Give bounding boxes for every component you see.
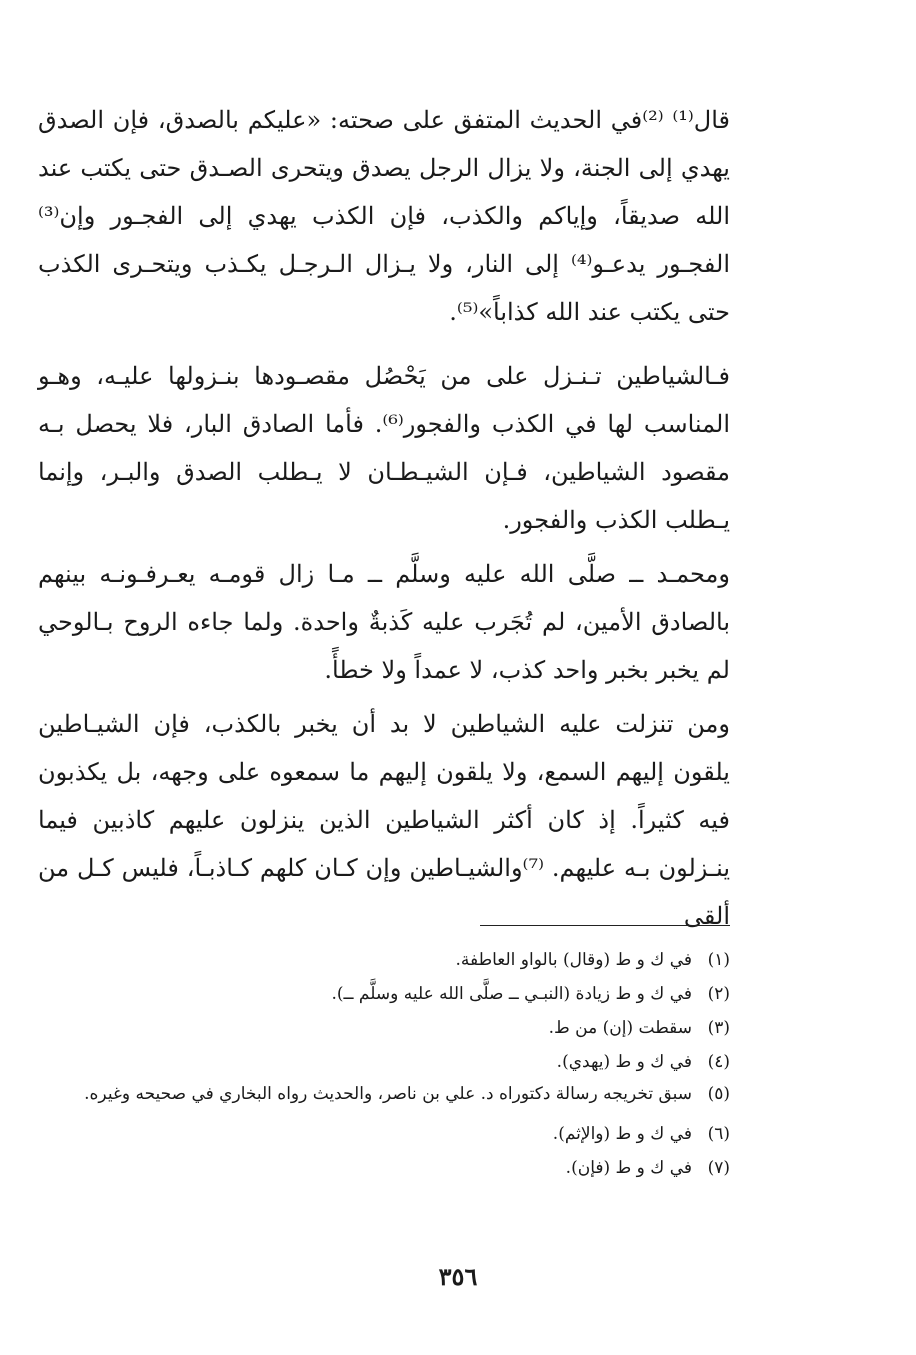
- footnote-1: [40, 943, 730, 977]
- footnote-7: [40, 1151, 730, 1185]
- page-number: ٣٥٦: [438, 1262, 478, 1291]
- footnote-text: سقطت (إن) من ط.: [548, 1018, 692, 1038]
- footnote-text: في ك و ط (فإن).: [565, 1158, 692, 1178]
- footnote-divider: [480, 925, 730, 926]
- footnote-number: (١): [707, 950, 730, 970]
- footnote-2: [40, 977, 730, 1011]
- paragraph-3: ومحمـد ــ صلَّى الله عليه وسلَّم ــ مـا زال قومـه يعـرفـونـه بينهم بالصادق الأمين، لم تُجَرب عليه كَذبةٌ واحدة. ولما جاءه الروح بـالوحي لم يخبر بخبر واحد كذب، لا عمداً ولا خطأً.: [38, 560, 730, 684]
- footnote-number: (٥): [707, 1084, 730, 1104]
- footnote-number: (٧): [707, 1158, 730, 1178]
- footnote-text: في ك و ط (وقال) بالواو العاطفة.: [455, 950, 692, 970]
- footnote-number: (٤): [707, 1052, 730, 1072]
- footnote-number: (٢): [707, 984, 730, 1004]
- paragraph-4: ومن تنزلت عليه الشياطين لا بد أن يخبر بالكذب، فإن الشيـاطين يلقون إليهم السمع، ولا يلقون إليهم ما سمعوه على وجهه، بل يكذبون فيه كثيراً. إذ كان أكثر الشياطين الذين ينزلون عليهم كاذبين فيما ينـزلون بـه عليهم. ⁽⁷⁾والشيـاطين وإن كـان كلهم كـاذبـاً، فليس كـل من ألقى: [38, 710, 731, 930]
- paragraph-1: قال⁽¹⁾ ⁽²⁾في الحديث المتفق على صحته: «عليكم بالصدق، فإن الصدق يهدي إلى الجنة، ولا يزال الرجل يصدق ويتحرى الصـدق حتى يكتب عند الله صديقاً، وإياكم والكذب، فإن الكذب يهدي إلى الفجـور وإن⁽³⁾ الفجـور يدعـو⁽⁴⁾ إلى النار، ولا يـزال الـرجـل يكـذب ويتحـرى الكذب حتى يكتب عند الله كذاباً»⁽⁵⁾.: [38, 106, 730, 326]
- footnote-text: في ك و ط زيادة (النبـي ــ صلَّى الله عليه وسلَّم ــ).: [331, 984, 692, 1004]
- footnote-5: [40, 1079, 730, 1109]
- footnote-number: (٦): [707, 1124, 730, 1144]
- footnote-text: في ك و ط (والإثم).: [552, 1124, 692, 1144]
- footnotes-list: [40, 943, 730, 1185]
- footnote-number: (٣): [707, 1018, 730, 1038]
- footnote-6: [40, 1117, 730, 1151]
- paragraph-2: فـالشياطين تـنـزل على من يَحْصُل مقصـودها بنـزولها عليـه، وهـو المناسب لها في الكذب والفجور⁽⁶⁾. فأما الصادق البار، فلا يحصل بـه مقصود الشياطين، فـإن الشيـطـان لا يـطلب الصدق والبـر، وإنما يـطلب الكذب والفجور.: [38, 362, 730, 534]
- footnote-3: [40, 1011, 730, 1045]
- footnote-text: سبق تخريجه رسالة دكتوراه د. علي بن ناصر، والحديث رواه البخاري في صحيحه وغيره.: [84, 1084, 692, 1104]
- footnote-4: [40, 1045, 730, 1079]
- footnote-text: في ك و ط (يهدي).: [556, 1052, 692, 1072]
